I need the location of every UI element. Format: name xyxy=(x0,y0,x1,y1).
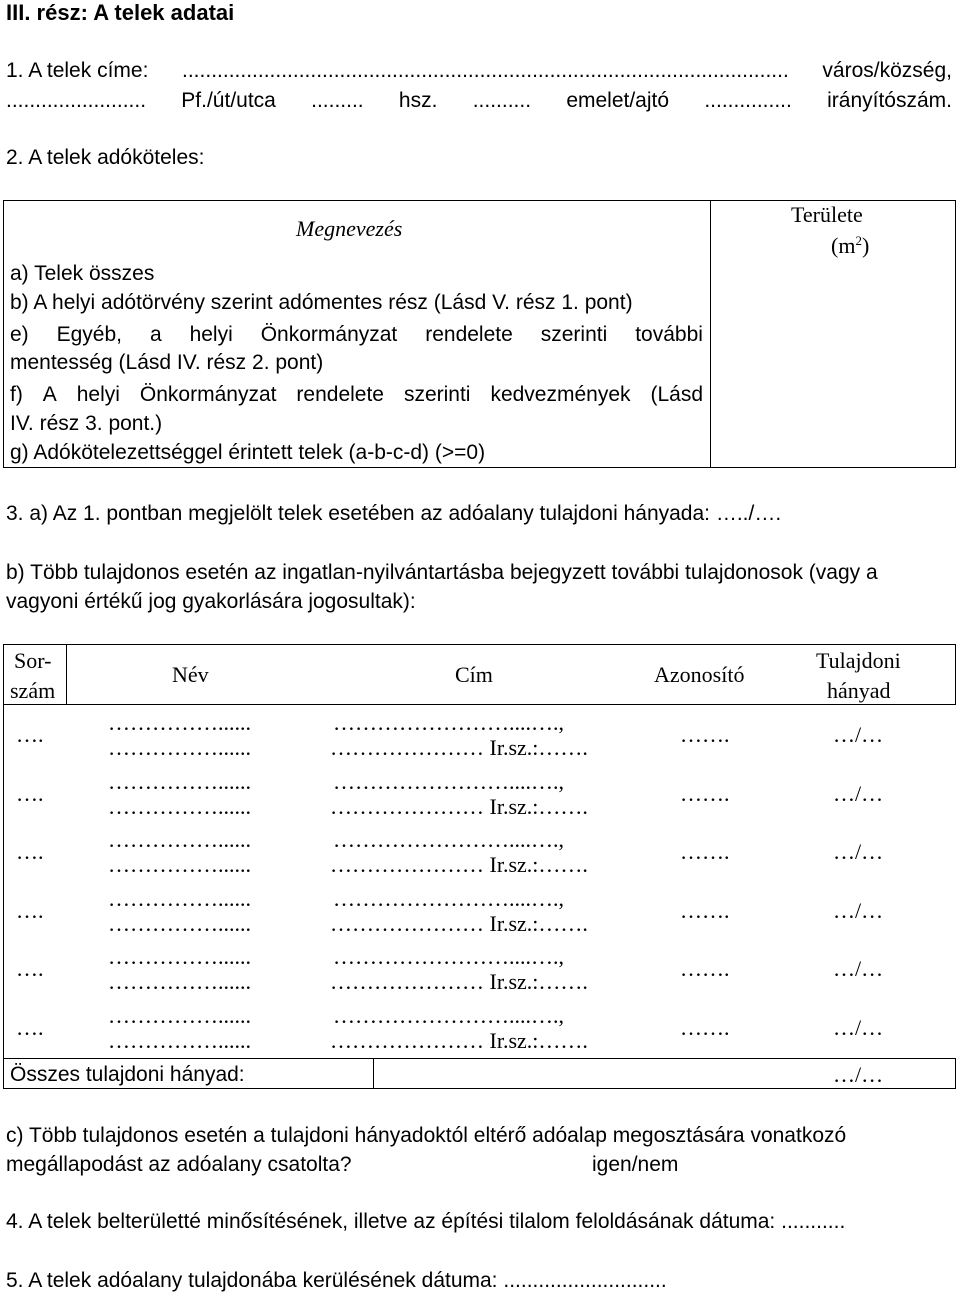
owner-row-number: …. xyxy=(16,781,44,806)
owners-header-id: Azonosító xyxy=(654,662,745,687)
owners-total-divider xyxy=(373,1058,374,1088)
owner-row-share[interactable]: …/… xyxy=(833,781,884,806)
section-3b-line1: b) Több tulajdonos esetén az ingatlan-nyilvántartásba bejegyzett további tulajdonosok (vagy a xyxy=(6,561,878,584)
owner-row-id[interactable]: ……. xyxy=(680,722,730,747)
section-heading: III. rész: A telek adatai xyxy=(6,0,235,25)
area-table-divider xyxy=(710,200,711,468)
owner-row-address-line2[interactable]: ………………… Ir.sz.:……. xyxy=(330,1028,588,1053)
section-3a: 3. a) Az 1. pontban megjelölt telek esetében az adóalany tulajdoni hányada: …../…. xyxy=(6,502,782,525)
owner-row-name-line2[interactable]: ……………...... xyxy=(108,735,251,760)
area-row-f-line2: IV. rész 3. pont.) xyxy=(10,412,163,435)
owner-row-address-line1[interactable]: ……………………....…., xyxy=(333,886,564,911)
owner-row-name-line1[interactable]: ……………...... xyxy=(108,769,251,794)
owners-header-share: Tulajdoni xyxy=(816,648,901,673)
owner-row-name-line2[interactable]: ……………...... xyxy=(108,911,251,936)
address-number-field[interactable]: ......... xyxy=(311,89,364,112)
address-street-field[interactable]: ........................ xyxy=(6,89,147,112)
owner-row-address-line1[interactable]: ……………………....…., xyxy=(333,710,564,735)
area-row-g: g) Adókötelezettséggel érintett telek (a-b-c-d) (>=0) xyxy=(10,441,486,464)
owners-header-divider xyxy=(3,704,956,705)
owners-total-bottom xyxy=(3,1088,956,1089)
address-line-1 xyxy=(6,60,952,81)
owner-row-number: …. xyxy=(16,839,44,864)
owner-row-address-line1[interactable]: ……………………....…., xyxy=(333,1003,564,1028)
owner-row-share[interactable]: …/… xyxy=(833,956,884,981)
owner-row-share[interactable]: …/… xyxy=(833,722,884,747)
taxable-label: 2. A telek adóköteles: xyxy=(6,146,205,169)
area-row-e-line2: mentesség (Lásd IV. rész 2. pont) xyxy=(10,351,324,374)
owner-row-address-line1[interactable]: ……………………....…., xyxy=(333,769,564,794)
address-zip-field[interactable]: ............... xyxy=(704,89,792,112)
area-row-a: a) Telek összes xyxy=(10,262,155,285)
area-table-header-name: Megnevezés xyxy=(296,216,403,241)
owner-row-name-line1[interactable]: ……………...... xyxy=(108,827,251,852)
owner-row-address-line1[interactable]: ……………………....…., xyxy=(333,827,564,852)
area-row-b: b) A helyi adótörvény szerint adómentes rész (Lásd V. rész 1. pont) xyxy=(10,291,633,314)
owner-row-share[interactable]: …/… xyxy=(833,1015,884,1040)
owner-row-name-line1[interactable]: ……………...... xyxy=(108,710,251,735)
owner-row-id[interactable]: ……. xyxy=(680,956,730,981)
section-3c-answer[interactable]: igen/nem xyxy=(592,1153,679,1176)
owner-row-address-line2[interactable]: ………………… Ir.sz.:……. xyxy=(330,911,588,936)
address-number-label: hsz. xyxy=(398,89,438,112)
address-street-label: Pf./út/utca xyxy=(181,89,276,112)
owner-row-address-line2[interactable]: ………………… Ir.sz.:……. xyxy=(330,852,588,877)
owner-row-number: …. xyxy=(16,722,44,747)
owner-row-name-line2[interactable]: ……………...... xyxy=(108,1028,251,1053)
area-row-f-line1: f) A helyi Önkormányzat rendelete szerinti kedvezmények (Lásd xyxy=(10,383,703,406)
section-3c-line1: c) Több tulajdonos esetén a tulajdoni hányadoktól eltérő adóalap megosztására vonatkozó xyxy=(6,1124,847,1147)
owner-row-name-line1[interactable]: ……………...... xyxy=(108,944,251,969)
owner-row-name-line2[interactable]: ……………...... xyxy=(108,852,251,877)
area-row-e-line1: e) Egyéb, a helyi Önkormányzat rendelete szerinti további xyxy=(10,323,703,346)
owner-row-address-line2[interactable]: ………………… Ir.sz.:……. xyxy=(330,735,588,760)
owners-header-szam: szám xyxy=(10,678,56,703)
owners-total-label: Összes tulajdoni hányad: xyxy=(10,1063,245,1086)
owner-row-share[interactable]: …/… xyxy=(833,898,884,923)
owner-row-name-line1[interactable]: ……………...... xyxy=(108,1003,251,1028)
owners-total-top xyxy=(3,1058,956,1059)
owners-header-name: Név xyxy=(172,662,209,687)
owner-row-name-line2[interactable]: ……………...... xyxy=(108,969,251,994)
owner-row-id[interactable]: ……. xyxy=(680,839,730,864)
owners-total-value[interactable]: …/… xyxy=(833,1062,884,1087)
owner-row-number: …. xyxy=(16,956,44,981)
owners-header-share-2: hányad xyxy=(827,678,891,703)
address-city-label: város/község, xyxy=(822,59,952,82)
owners-header-address: Cím xyxy=(455,662,493,687)
address-label: 1. A telek címe: xyxy=(6,59,149,82)
address-city-field[interactable]: ........................................................................................................ xyxy=(182,59,789,82)
address-floor-field[interactable]: .......... xyxy=(472,89,532,112)
owner-row-name-line1[interactable]: ……………...... xyxy=(108,886,251,911)
address-line-2 xyxy=(6,90,952,111)
area-table-header-unit: $(m^2)$ xyxy=(831,233,870,258)
owner-row-address-line1[interactable]: ……………………....…., xyxy=(333,944,564,969)
owner-row-share[interactable]: …/… xyxy=(833,839,884,864)
owner-row-number: …. xyxy=(16,898,44,923)
owner-row-id[interactable]: ……. xyxy=(680,781,730,806)
section-5: 5. A telek adóalany tulajdonába kerülésének dátuma: ............................ xyxy=(6,1269,667,1292)
owner-row-address-line2[interactable]: ………………… Ir.sz.:……. xyxy=(330,969,588,994)
address-floor-label: emelet/ajtó xyxy=(566,89,670,112)
owners-header-sor: Sor- xyxy=(14,648,52,673)
owners-col-divider xyxy=(66,644,67,704)
owner-row-name-line2[interactable]: ……………...... xyxy=(108,794,251,819)
owner-row-id[interactable]: ……. xyxy=(680,898,730,923)
section-3b-line2: vagyoni értékű jog gyakorlására jogosultak): xyxy=(6,590,416,613)
owners-total-right-edge xyxy=(955,1058,956,1088)
owner-row-id[interactable]: ……. xyxy=(680,1015,730,1040)
area-table-header-area: Területe xyxy=(791,202,863,227)
address-zip-label: irányítószám. xyxy=(827,89,952,112)
owners-right-edge xyxy=(955,644,956,704)
section-3c-line2: megállapodást az adóalany csatolta? xyxy=(6,1153,352,1176)
section-4: 4. A telek belterületté minősítésének, illetve az építési tilalom feloldásának dátuma: ........... xyxy=(6,1210,846,1233)
owner-row-address-line2[interactable]: ………………… Ir.sz.:……. xyxy=(330,794,588,819)
owner-row-number: …. xyxy=(16,1015,44,1040)
